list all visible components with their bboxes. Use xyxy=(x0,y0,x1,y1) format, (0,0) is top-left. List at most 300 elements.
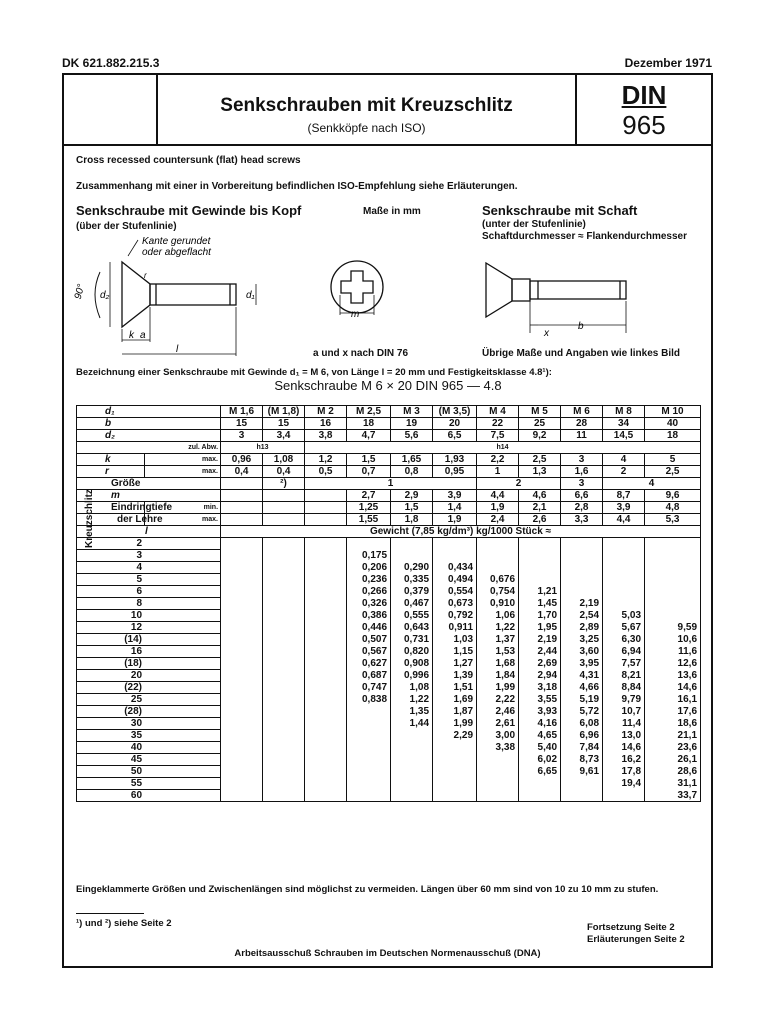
table-cell: 6,6 xyxy=(561,490,603,502)
iso-note: Zusammenhang mit einer in Vorbereitung befindlichen ISO-Empfehlung siehe Erläuterungen. xyxy=(76,181,518,192)
table-cell: 0,96 xyxy=(221,454,263,466)
table-cell: 3,00 xyxy=(477,730,519,742)
table-cell xyxy=(477,778,519,790)
table-cell xyxy=(603,790,645,802)
table-cell: M 4 xyxy=(477,406,519,418)
table-cell: 4,4 xyxy=(477,490,519,502)
table-cell: 1,44 xyxy=(391,718,433,730)
table-cell: 0,673 xyxy=(433,598,477,610)
table-cell xyxy=(603,562,645,574)
table-cell xyxy=(263,622,305,634)
table-cell: 34 xyxy=(603,418,645,430)
row-d2 xyxy=(77,430,701,442)
row-depth-min xyxy=(77,502,701,514)
table-cell: 15 xyxy=(221,418,263,430)
table-cell: 2,2 xyxy=(477,454,519,466)
table-cell xyxy=(305,586,347,598)
table-cell xyxy=(221,754,263,766)
table-cell: 0,467 xyxy=(391,598,433,610)
table-cell: 16,1 xyxy=(645,694,701,706)
table-cell: 0,236 xyxy=(347,574,391,586)
din-label: DIN xyxy=(621,80,667,110)
table-cell xyxy=(221,658,263,670)
table-cell: 1,37 xyxy=(477,634,519,646)
table-cell xyxy=(603,574,645,586)
table-cell xyxy=(645,538,701,550)
table-cell xyxy=(347,538,391,550)
table-cell: 9,59 xyxy=(645,622,701,634)
table-cell: 4,4 xyxy=(603,514,645,526)
table-cell: 5,72 xyxy=(561,706,603,718)
table-cell xyxy=(263,778,305,790)
table-cell: 1,08 xyxy=(263,454,305,466)
table-cell: 2 xyxy=(77,538,221,550)
table-cell: 6,94 xyxy=(603,646,645,658)
length-row xyxy=(77,718,701,730)
table-cell: 1,93 xyxy=(433,454,477,466)
table-cell: 14,6 xyxy=(603,742,645,754)
table-cell xyxy=(391,742,433,754)
table-cell: 16 xyxy=(305,418,347,430)
table-cell: 4,16 xyxy=(519,718,561,730)
table-cell xyxy=(221,778,263,790)
table-cell: 3 xyxy=(561,478,603,490)
table-cell: 13,6 xyxy=(645,670,701,682)
length-row xyxy=(77,622,701,634)
table-cell: 1,5 xyxy=(391,502,433,514)
table-cell xyxy=(221,790,263,802)
table-cell: 2,89 xyxy=(561,622,603,634)
table-cell: Gewicht (7,85 kg/dm³) kg/1000 Stück ≈ xyxy=(221,526,701,538)
left-screw-drawing xyxy=(70,232,270,362)
table-cell: 0,379 xyxy=(391,586,433,598)
table-cell xyxy=(263,574,305,586)
table-cell: 1,70 xyxy=(519,610,561,622)
right-figure-sub2: Schaftdurchmesser ≈ Flankendurchmesser xyxy=(482,231,688,242)
table-cell: min. xyxy=(145,502,221,514)
note-rest: Übrige Maße und Angaben wie linkes Bild xyxy=(482,348,680,359)
table-cell: M 8 xyxy=(603,406,645,418)
table-cell xyxy=(561,550,603,562)
table-cell xyxy=(305,574,347,586)
table-cell xyxy=(221,682,263,694)
table-cell: 2,19 xyxy=(519,634,561,646)
table-cell xyxy=(305,730,347,742)
table-cell: 0,326 xyxy=(347,598,391,610)
table-cell: 1,22 xyxy=(477,622,519,634)
table-cell: 40 xyxy=(645,418,701,430)
table-cell xyxy=(263,550,305,562)
table-cell: 4,31 xyxy=(561,670,603,682)
table-cell: 17,6 xyxy=(645,706,701,718)
table-cell xyxy=(477,790,519,802)
table-cell: 1,06 xyxy=(477,610,519,622)
table-cell xyxy=(561,538,603,550)
table-cell: 0,266 xyxy=(347,586,391,598)
footnotes: ¹) und ²) siehe Seite 2 xyxy=(76,918,172,929)
table-cell xyxy=(263,754,305,766)
table-cell: (M 3,5) xyxy=(433,406,477,418)
length-row xyxy=(77,574,701,586)
table-cell xyxy=(561,586,603,598)
table-cell xyxy=(645,562,701,574)
table-cell xyxy=(391,730,433,742)
table-cell: 0,290 xyxy=(391,562,433,574)
table-cell xyxy=(433,778,477,790)
table-cell: 21,1 xyxy=(645,730,701,742)
label-a: a xyxy=(140,330,146,341)
length-row xyxy=(77,586,701,598)
table-cell: 9,2 xyxy=(519,430,561,442)
table-cell: 1,6 xyxy=(561,466,603,478)
label-d2: d₂ xyxy=(100,290,110,301)
table-cell: M 5 xyxy=(519,406,561,418)
table-cell xyxy=(391,754,433,766)
table-cell: 6,96 xyxy=(561,730,603,742)
table-cell: m xyxy=(77,490,221,502)
table-cell: 3,18 xyxy=(519,682,561,694)
table-cell: 1,87 xyxy=(433,706,477,718)
table-cell xyxy=(305,550,347,562)
table-cell xyxy=(347,730,391,742)
table-cell xyxy=(305,610,347,622)
table-cell: 8 xyxy=(77,598,221,610)
table-cell xyxy=(263,502,305,514)
table-cell xyxy=(263,670,305,682)
table-cell xyxy=(221,538,263,550)
table-cell: 0,792 xyxy=(433,610,477,622)
table-cell: 17,8 xyxy=(603,766,645,778)
table-cell: d₁ xyxy=(77,406,221,418)
table-cell: 0,446 xyxy=(347,622,391,634)
table-cell: 2 xyxy=(477,478,561,490)
table-cell xyxy=(221,562,263,574)
table-cell xyxy=(305,790,347,802)
table-cell: 0,4 xyxy=(221,466,263,478)
table-cell xyxy=(221,622,263,634)
table-cell: 1,51 xyxy=(433,682,477,694)
table-cell: 2,44 xyxy=(519,646,561,658)
table-cell: 3,8 xyxy=(305,430,347,442)
table-cell: 0,643 xyxy=(391,622,433,634)
table-cell: 2,9 xyxy=(391,490,433,502)
label-d1: d₁ xyxy=(246,290,255,301)
table-cell xyxy=(347,706,391,718)
table-cell: 8,7 xyxy=(603,490,645,502)
table-cell: 7,84 xyxy=(561,742,603,754)
table-cell: 18 xyxy=(645,430,701,442)
table-cell xyxy=(221,610,263,622)
table-cell xyxy=(391,790,433,802)
table-cell: 5 xyxy=(645,454,701,466)
table-cell xyxy=(645,610,701,622)
left-figure-sub: (über der Stufenlinie) xyxy=(76,221,177,232)
length-row xyxy=(77,778,701,790)
note-a-x: a und x nach DIN 76 xyxy=(313,348,409,359)
table-cell xyxy=(305,562,347,574)
table-cell: 8,73 xyxy=(561,754,603,766)
table-cell: 16,2 xyxy=(603,754,645,766)
table-cell: 8,84 xyxy=(603,682,645,694)
table-cell xyxy=(347,754,391,766)
table-cell xyxy=(263,658,305,670)
table-cell: 1,39 xyxy=(433,670,477,682)
table-cell: 1,65 xyxy=(391,454,433,466)
table-cell: 0,820 xyxy=(391,646,433,658)
table-cell xyxy=(221,514,263,526)
table-cell xyxy=(391,766,433,778)
table-cell: 0,567 xyxy=(347,646,391,658)
table-cell: 2,69 xyxy=(519,658,561,670)
table-cell: 2,7 xyxy=(347,490,391,502)
table-cell: 0,434 xyxy=(433,562,477,574)
table-cell: 14,5 xyxy=(603,430,645,442)
length-row xyxy=(77,730,701,742)
table-cell xyxy=(221,502,263,514)
table-cell: 1,99 xyxy=(433,718,477,730)
table-cell xyxy=(433,550,477,562)
table-cell: 2,46 xyxy=(477,706,519,718)
length-rows xyxy=(77,538,701,802)
table-cell: 3,55 xyxy=(519,694,561,706)
table-cell: 0,910 xyxy=(477,598,519,610)
row-b xyxy=(77,418,701,430)
table-cell: 1,4 xyxy=(433,502,477,514)
table-cell xyxy=(305,706,347,718)
table-cell: 0,754 xyxy=(477,586,519,598)
table-cell: 23,6 xyxy=(645,742,701,754)
table-cell: 2,5 xyxy=(645,466,701,478)
table-cell: 2,94 xyxy=(519,670,561,682)
right-screw-drawing xyxy=(478,255,648,340)
table-cell xyxy=(263,562,305,574)
table-cell xyxy=(263,742,305,754)
table-cell: 19,4 xyxy=(603,778,645,790)
kreuzschlitz-label: Kreuzschlitz xyxy=(84,489,95,548)
table-cell: 0,731 xyxy=(391,634,433,646)
table-cell: 5,67 xyxy=(603,622,645,634)
table-cell: 2,29 xyxy=(433,730,477,742)
table-cell xyxy=(305,514,347,526)
table-cell: 33,7 xyxy=(645,790,701,802)
issue-date: Dezember 1971 xyxy=(624,56,712,70)
table-cell xyxy=(263,634,305,646)
table-cell xyxy=(391,778,433,790)
table-cell xyxy=(263,598,305,610)
table-cell: 6,5 xyxy=(433,430,477,442)
table-cell: 0,335 xyxy=(391,574,433,586)
angle-label: 90° xyxy=(72,283,88,301)
table-cell: 6,02 xyxy=(519,754,561,766)
table-cell xyxy=(477,562,519,574)
table-cell: 0,911 xyxy=(433,622,477,634)
table-cell: der Lehre xyxy=(77,514,145,526)
table-cell xyxy=(221,478,263,490)
table-cell xyxy=(433,754,477,766)
table-cell: 5,03 xyxy=(603,610,645,622)
table-cell xyxy=(221,598,263,610)
table-cell xyxy=(221,730,263,742)
table-cell: 3,60 xyxy=(561,646,603,658)
table-cell: 0,8 xyxy=(391,466,433,478)
table-cell: M 10 xyxy=(645,406,701,418)
table-cell: 1,3 xyxy=(519,466,561,478)
table-cell: (28) xyxy=(77,706,221,718)
table-cell: 0,4 xyxy=(263,466,305,478)
table-cell: 12 xyxy=(77,622,221,634)
table-cell xyxy=(645,550,701,562)
table-cell xyxy=(347,790,391,802)
table-cell xyxy=(561,562,603,574)
table-cell: 1,8 xyxy=(391,514,433,526)
table-cell xyxy=(263,586,305,598)
table-cell: 11,4 xyxy=(603,718,645,730)
table-cell xyxy=(477,766,519,778)
table-cell: 45 xyxy=(77,754,221,766)
table-cell: 1,99 xyxy=(477,682,519,694)
table-cell: 2,54 xyxy=(561,610,603,622)
table-cell: h13 xyxy=(221,442,305,454)
table-cell: 9,61 xyxy=(561,766,603,778)
table-cell xyxy=(305,718,347,730)
length-row xyxy=(77,754,701,766)
table-cell: 6,30 xyxy=(603,634,645,646)
table-cell: 5,6 xyxy=(391,430,433,442)
table-cell: (M 1,8) xyxy=(263,406,305,418)
table-cell: 20 xyxy=(433,418,477,430)
table-cell: 0,5 xyxy=(305,466,347,478)
length-row xyxy=(77,562,701,574)
table-cell: 0,507 xyxy=(347,634,391,646)
table-cell: 1,2 xyxy=(305,454,347,466)
table-cell: 12,6 xyxy=(645,658,701,670)
designation-example: Senkschraube M 6 × 20 DIN 965 — 4.8 xyxy=(274,378,502,393)
table-cell: 4,7 xyxy=(347,430,391,442)
table-cell: 18 xyxy=(347,418,391,430)
table-cell xyxy=(603,538,645,550)
table-cell: 2,19 xyxy=(561,598,603,610)
table-cell: 26,1 xyxy=(645,754,701,766)
table-cell xyxy=(603,550,645,562)
table-cell: 5 xyxy=(77,574,221,586)
table-cell: 4,8 xyxy=(645,502,701,514)
table-cell: 1,15 xyxy=(433,646,477,658)
table-cell: 30 xyxy=(77,718,221,730)
table-cell xyxy=(263,706,305,718)
length-row xyxy=(77,694,701,706)
table-cell xyxy=(263,694,305,706)
length-row xyxy=(77,682,701,694)
table-cell: 4,65 xyxy=(519,730,561,742)
table-cell xyxy=(305,538,347,550)
designation-text: Bezeichnung einer Senkschraube mit Gewinde d₁ = M 6, von Länge l = 20 mm und Festigkeitsklasse 4.8¹): xyxy=(76,367,552,378)
table-cell: M 1,6 xyxy=(221,406,263,418)
table-cell xyxy=(221,706,263,718)
table-cell xyxy=(263,766,305,778)
table-cell xyxy=(433,538,477,550)
table-cell: 40 xyxy=(77,742,221,754)
table-cell: 1,21 xyxy=(519,586,561,598)
table-cell: 1,9 xyxy=(433,514,477,526)
table-cell xyxy=(561,778,603,790)
din-number: 965 xyxy=(622,110,666,140)
table-cell xyxy=(305,694,347,706)
committee: Arbeitsausschuß Schrauben im Deutschen Normenausschuß (DNA) xyxy=(234,948,541,959)
table-cell: 25 xyxy=(519,418,561,430)
table-cell: 0,206 xyxy=(347,562,391,574)
recess-top-view xyxy=(325,255,395,345)
table-cell: 13,0 xyxy=(603,730,645,742)
label-m: m xyxy=(351,309,360,320)
table-cell xyxy=(519,562,561,574)
table-cell xyxy=(305,754,347,766)
table-cell: 11,6 xyxy=(645,646,701,658)
table-cell xyxy=(433,790,477,802)
table-cell: 0,494 xyxy=(433,574,477,586)
row-l-header xyxy=(77,526,701,538)
table-cell xyxy=(347,766,391,778)
table-cell: 3,3 xyxy=(561,514,603,526)
length-row xyxy=(77,550,701,562)
right-figure-title: Senkschraube mit Schaft xyxy=(482,203,638,218)
left-figure-title: Senkschraube mit Gewinde bis Kopf xyxy=(76,203,302,218)
table-cell: 35 xyxy=(77,730,221,742)
table-cell xyxy=(221,766,263,778)
table-cell xyxy=(519,550,561,562)
table-cell xyxy=(305,622,347,634)
label-b: b xyxy=(578,321,584,332)
table-cell: 6,65 xyxy=(519,766,561,778)
table-cell xyxy=(519,538,561,550)
table-cell: 9,79 xyxy=(603,694,645,706)
table-cell: 4 xyxy=(603,478,701,490)
table-cell: 0,676 xyxy=(477,574,519,586)
table-cell: 20 xyxy=(77,670,221,682)
table-cell: 1,68 xyxy=(477,658,519,670)
table-cell: 10,7 xyxy=(603,706,645,718)
table-cell xyxy=(305,766,347,778)
table-cell: 18,6 xyxy=(645,718,701,730)
dk-number: DK 621.882.215.3 xyxy=(62,56,160,70)
table-cell: 2,5 xyxy=(519,454,561,466)
table-cell: ²) xyxy=(263,478,305,490)
table-cell: 14,6 xyxy=(645,682,701,694)
length-row xyxy=(77,766,701,778)
table-cell xyxy=(433,742,477,754)
table-cell: 1 xyxy=(477,466,519,478)
table-cell: 0,175 xyxy=(347,550,391,562)
table-cell: 1,53 xyxy=(477,646,519,658)
table-cell: 2 xyxy=(603,466,645,478)
table-cell: 3,25 xyxy=(561,634,603,646)
table-cell xyxy=(347,742,391,754)
table-cell: max. xyxy=(145,466,221,478)
table-cell: 3,38 xyxy=(477,742,519,754)
length-row xyxy=(77,646,701,658)
table-cell: 19 xyxy=(391,418,433,430)
table-cell: 31,1 xyxy=(645,778,701,790)
table-cell: M 2,5 xyxy=(347,406,391,418)
table-cell: l xyxy=(77,526,221,538)
table-cell: 3,95 xyxy=(561,658,603,670)
table-cell: 4 xyxy=(77,562,221,574)
table-cell: 25 xyxy=(77,694,221,706)
table-cell: 1,25 xyxy=(347,502,391,514)
table-cell xyxy=(221,586,263,598)
table-cell: 1,27 xyxy=(433,658,477,670)
table-cell: 15 xyxy=(263,418,305,430)
table-cell: 2,8 xyxy=(561,502,603,514)
